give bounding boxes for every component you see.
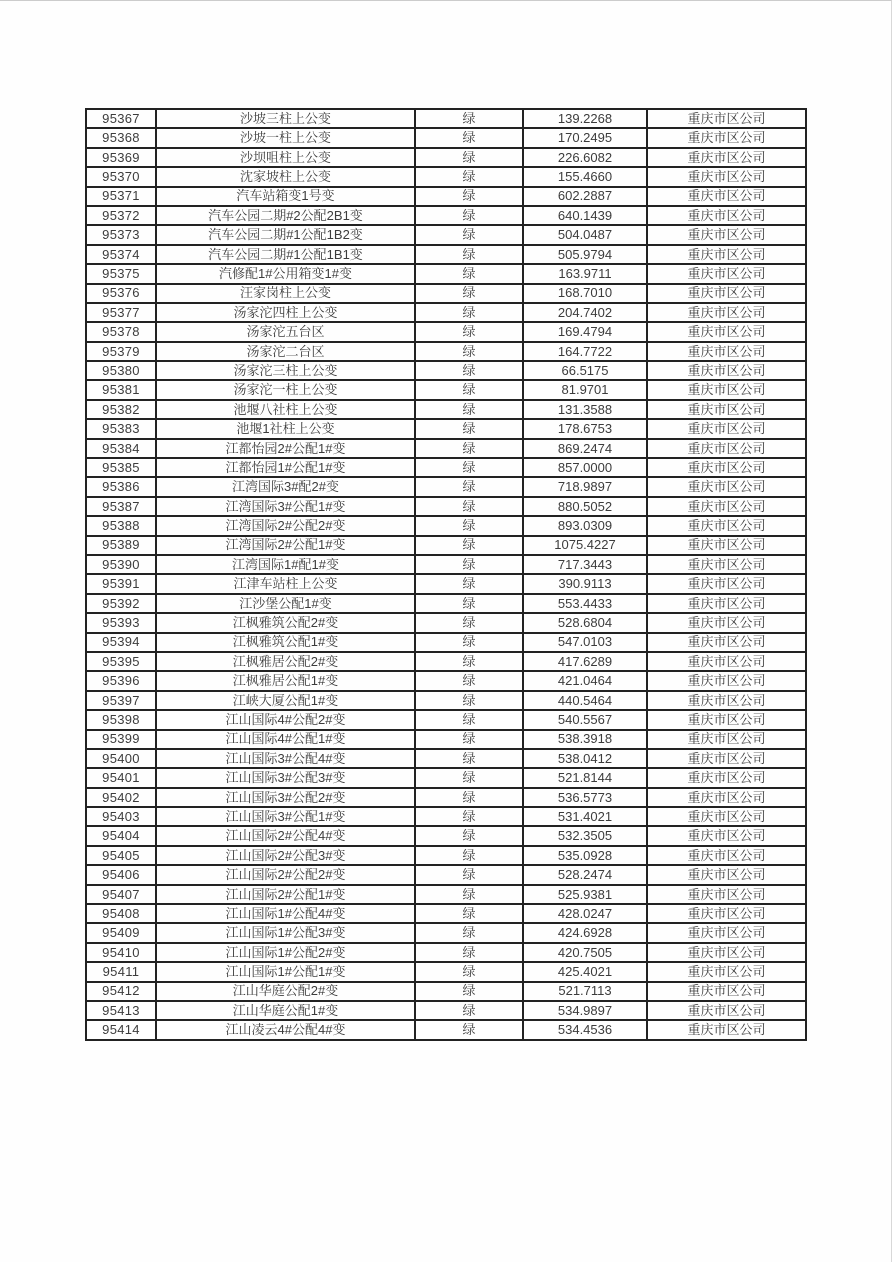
table-row: [86, 264, 806, 283]
company-cell: 重庆市区公司: [647, 555, 806, 574]
name-cell: 江山国际2#公配3#变: [156, 846, 415, 865]
id-cell: 95380: [86, 361, 156, 380]
company-cell: 重庆市区公司: [647, 206, 806, 225]
value-cell: 178.6753: [523, 419, 647, 438]
id-cell: 95373: [86, 225, 156, 244]
value-cell: 505.9794: [523, 245, 647, 264]
status-cell: 绿: [415, 342, 523, 361]
table-row: [86, 574, 806, 593]
status-cell: 绿: [415, 962, 523, 981]
company-cell: 重庆市区公司: [647, 458, 806, 477]
name-cell: 江山国际1#公配3#变: [156, 923, 415, 942]
value-cell: 521.7113: [523, 982, 647, 1001]
value-cell: 535.0928: [523, 846, 647, 865]
value-cell: 131.3588: [523, 400, 647, 419]
name-cell: 江山国际3#公配2#变: [156, 788, 415, 807]
id-cell: 95389: [86, 536, 156, 555]
id-cell: 95388: [86, 516, 156, 535]
id-cell: 95390: [86, 555, 156, 574]
id-cell: 95382: [86, 400, 156, 419]
value-cell: 155.4660: [523, 167, 647, 186]
name-cell: 池堰八社柱上公变: [156, 400, 415, 419]
status-cell: 绿: [415, 982, 523, 1001]
value-cell: 640.1439: [523, 206, 647, 225]
id-cell: 95367: [86, 109, 156, 128]
status-cell: 绿: [415, 361, 523, 380]
id-cell: 95402: [86, 788, 156, 807]
company-cell: 重庆市区公司: [647, 710, 806, 729]
value-cell: 717.3443: [523, 555, 647, 574]
name-cell: 江山国际4#公配1#变: [156, 730, 415, 749]
table-row: [86, 516, 806, 535]
company-cell: 重庆市区公司: [647, 885, 806, 904]
name-cell: 汤家沱五台区: [156, 322, 415, 341]
status-cell: 绿: [415, 865, 523, 884]
company-cell: 重庆市区公司: [647, 400, 806, 419]
name-cell: 沙坡一柱上公变: [156, 128, 415, 147]
company-cell: 重庆市区公司: [647, 749, 806, 768]
status-cell: 绿: [415, 943, 523, 962]
name-cell: 江沙堡公配1#变: [156, 594, 415, 613]
table-row: [86, 497, 806, 516]
name-cell: 江山华庭公配1#变: [156, 1001, 415, 1020]
company-cell: 重庆市区公司: [647, 807, 806, 826]
table-row: [86, 652, 806, 671]
id-cell: 95412: [86, 982, 156, 1001]
status-cell: 绿: [415, 652, 523, 671]
id-cell: 95414: [86, 1020, 156, 1039]
table-row: [86, 225, 806, 244]
table-row: [86, 904, 806, 923]
id-cell: 95406: [86, 865, 156, 884]
company-cell: 重庆市区公司: [647, 962, 806, 981]
value-cell: 226.6082: [523, 148, 647, 167]
id-cell: 95371: [86, 187, 156, 206]
id-cell: 95407: [86, 885, 156, 904]
company-cell: 重庆市区公司: [647, 380, 806, 399]
value-cell: 528.2474: [523, 865, 647, 884]
id-cell: 95369: [86, 148, 156, 167]
company-cell: 重庆市区公司: [647, 361, 806, 380]
company-cell: 重庆市区公司: [647, 730, 806, 749]
id-cell: 95411: [86, 962, 156, 981]
name-cell: 汽车公园二期#1公配1B1变: [156, 245, 415, 264]
company-cell: 重庆市区公司: [647, 516, 806, 535]
status-cell: 绿: [415, 225, 523, 244]
status-cell: 绿: [415, 187, 523, 206]
value-cell: 420.7505: [523, 943, 647, 962]
table-row: [86, 923, 806, 942]
status-cell: 绿: [415, 516, 523, 535]
status-cell: 绿: [415, 458, 523, 477]
value-cell: 540.5567: [523, 710, 647, 729]
status-cell: 绿: [415, 691, 523, 710]
id-cell: 95410: [86, 943, 156, 962]
table-row: [86, 109, 806, 128]
id-cell: 95405: [86, 846, 156, 865]
value-cell: 139.2268: [523, 109, 647, 128]
company-cell: 重庆市区公司: [647, 691, 806, 710]
transformer-table: [85, 108, 807, 1041]
value-cell: 425.4021: [523, 962, 647, 981]
company-cell: 重庆市区公司: [647, 613, 806, 632]
status-cell: 绿: [415, 536, 523, 555]
name-cell: 沈家坡柱上公变: [156, 167, 415, 186]
table-row: [86, 865, 806, 884]
name-cell: 汤家沱四柱上公变: [156, 303, 415, 322]
table-row: [86, 962, 806, 981]
value-cell: 534.9897: [523, 1001, 647, 1020]
name-cell: 沙坝咀柱上公变: [156, 148, 415, 167]
status-cell: 绿: [415, 923, 523, 942]
table-row: [86, 458, 806, 477]
id-cell: 95397: [86, 691, 156, 710]
status-cell: 绿: [415, 439, 523, 458]
id-cell: 95413: [86, 1001, 156, 1020]
name-cell: 江山国际1#公配2#变: [156, 943, 415, 962]
table-row: [86, 691, 806, 710]
value-cell: 534.4536: [523, 1020, 647, 1039]
table-row: [86, 749, 806, 768]
value-cell: 521.8144: [523, 768, 647, 787]
table-row: [86, 613, 806, 632]
name-cell: 江湾国际2#公配2#变: [156, 516, 415, 535]
status-cell: 绿: [415, 555, 523, 574]
status-cell: 绿: [415, 885, 523, 904]
name-cell: 汤家沱一柱上公变: [156, 380, 415, 399]
name-cell: 江山国际1#公配4#变: [156, 904, 415, 923]
status-cell: 绿: [415, 400, 523, 419]
value-cell: 1075.4227: [523, 536, 647, 555]
company-cell: 重庆市区公司: [647, 477, 806, 496]
table-row: [86, 846, 806, 865]
value-cell: 528.6804: [523, 613, 647, 632]
value-cell: 424.6928: [523, 923, 647, 942]
value-cell: 66.5175: [523, 361, 647, 380]
table-row: [86, 303, 806, 322]
table-row: [86, 477, 806, 496]
name-cell: 沙坡三柱上公变: [156, 109, 415, 128]
company-cell: 重庆市区公司: [647, 1020, 806, 1039]
company-cell: 重庆市区公司: [647, 187, 806, 206]
id-cell: 95404: [86, 826, 156, 845]
status-cell: 绿: [415, 477, 523, 496]
value-cell: 718.9897: [523, 477, 647, 496]
name-cell: 江山国际2#公配2#变: [156, 865, 415, 884]
table-row: [86, 807, 806, 826]
status-cell: 绿: [415, 303, 523, 322]
value-cell: 504.0487: [523, 225, 647, 244]
value-cell: 169.4794: [523, 322, 647, 341]
company-cell: 重庆市区公司: [647, 594, 806, 613]
status-cell: 绿: [415, 826, 523, 845]
table-row: [86, 361, 806, 380]
name-cell: 汽车公园二期#2公配2B1变: [156, 206, 415, 225]
status-cell: 绿: [415, 613, 523, 632]
status-cell: 绿: [415, 574, 523, 593]
name-cell: 江湾国际3#公配1#变: [156, 497, 415, 516]
value-cell: 421.0464: [523, 671, 647, 690]
company-cell: 重庆市区公司: [647, 284, 806, 303]
id-cell: 95399: [86, 730, 156, 749]
company-cell: 重庆市区公司: [647, 904, 806, 923]
id-cell: 95408: [86, 904, 156, 923]
name-cell: 汽车公园二期#1公配1B2变: [156, 225, 415, 244]
status-cell: 绿: [415, 671, 523, 690]
name-cell: 江湾国际1#配1#变: [156, 555, 415, 574]
status-cell: 绿: [415, 633, 523, 652]
value-cell: 525.9381: [523, 885, 647, 904]
id-cell: 95385: [86, 458, 156, 477]
company-cell: 重庆市区公司: [647, 574, 806, 593]
name-cell: 江山国际3#公配4#变: [156, 749, 415, 768]
company-cell: 重庆市区公司: [647, 303, 806, 322]
status-cell: 绿: [415, 109, 523, 128]
status-cell: 绿: [415, 594, 523, 613]
id-cell: 95392: [86, 594, 156, 613]
status-cell: 绿: [415, 1020, 523, 1039]
id-cell: 95377: [86, 303, 156, 322]
name-cell: 汽修配1#公用箱变1#变: [156, 264, 415, 283]
id-cell: 95376: [86, 284, 156, 303]
table-row: [86, 768, 806, 787]
value-cell: 164.7722: [523, 342, 647, 361]
table-row: [86, 788, 806, 807]
value-cell: 170.2495: [523, 128, 647, 147]
company-cell: 重庆市区公司: [647, 846, 806, 865]
id-cell: 95409: [86, 923, 156, 942]
name-cell: 江都怡园1#公配1#变: [156, 458, 415, 477]
status-cell: 绿: [415, 284, 523, 303]
id-cell: 95401: [86, 768, 156, 787]
value-cell: 428.0247: [523, 904, 647, 923]
company-cell: 重庆市区公司: [647, 245, 806, 264]
table-row: [86, 594, 806, 613]
name-cell: 汽车站箱变1号变: [156, 187, 415, 206]
table-row: [86, 982, 806, 1001]
company-cell: 重庆市区公司: [647, 826, 806, 845]
table-row: [86, 826, 806, 845]
name-cell: 江山国际1#公配1#变: [156, 962, 415, 981]
table-row: [86, 342, 806, 361]
status-cell: 绿: [415, 264, 523, 283]
name-cell: 江都怡园2#公配1#变: [156, 439, 415, 458]
value-cell: 531.4021: [523, 807, 647, 826]
name-cell: 江湾国际2#公配1#变: [156, 536, 415, 555]
value-cell: 893.0309: [523, 516, 647, 535]
value-cell: 880.5052: [523, 497, 647, 516]
value-cell: 553.4433: [523, 594, 647, 613]
company-cell: 重庆市区公司: [647, 497, 806, 516]
value-cell: 81.9701: [523, 380, 647, 399]
table-row: [86, 536, 806, 555]
company-cell: 重庆市区公司: [647, 652, 806, 671]
table-row: [86, 380, 806, 399]
company-cell: 重庆市区公司: [647, 923, 806, 942]
name-cell: 江津车站柱上公变: [156, 574, 415, 593]
company-cell: 重庆市区公司: [647, 225, 806, 244]
value-cell: 538.3918: [523, 730, 647, 749]
status-cell: 绿: [415, 768, 523, 787]
status-cell: 绿: [415, 1001, 523, 1020]
company-cell: 重庆市区公司: [647, 167, 806, 186]
value-cell: 602.2887: [523, 187, 647, 206]
id-cell: 95383: [86, 419, 156, 438]
value-cell: 390.9113: [523, 574, 647, 593]
name-cell: 汪家岗柱上公变: [156, 284, 415, 303]
value-cell: 547.0103: [523, 633, 647, 652]
company-cell: 重庆市区公司: [647, 439, 806, 458]
status-cell: 绿: [415, 322, 523, 341]
company-cell: 重庆市区公司: [647, 419, 806, 438]
name-cell: 江山国际3#公配3#变: [156, 768, 415, 787]
id-cell: 95384: [86, 439, 156, 458]
name-cell: 江枫雅居公配2#变: [156, 652, 415, 671]
id-cell: 95391: [86, 574, 156, 593]
status-cell: 绿: [415, 710, 523, 729]
table-row: [86, 128, 806, 147]
table-row: [86, 1020, 806, 1039]
table-row: [86, 555, 806, 574]
table-row: [86, 633, 806, 652]
company-cell: 重庆市区公司: [647, 865, 806, 884]
table-row: [86, 671, 806, 690]
name-cell: 江山华庭公配2#变: [156, 982, 415, 1001]
company-cell: 重庆市区公司: [647, 982, 806, 1001]
company-cell: 重庆市区公司: [647, 536, 806, 555]
table-row: [86, 167, 806, 186]
table-row: [86, 419, 806, 438]
id-cell: 95398: [86, 710, 156, 729]
id-cell: 95386: [86, 477, 156, 496]
value-cell: 532.3505: [523, 826, 647, 845]
name-cell: 江山国际3#公配1#变: [156, 807, 415, 826]
status-cell: 绿: [415, 846, 523, 865]
name-cell: 江枫雅筑公配1#变: [156, 633, 415, 652]
id-cell: 95387: [86, 497, 156, 516]
table-row: [86, 710, 806, 729]
table-row: [86, 245, 806, 264]
company-cell: 重庆市区公司: [647, 943, 806, 962]
name-cell: 池堰1社柱上公变: [156, 419, 415, 438]
id-cell: 95379: [86, 342, 156, 361]
value-cell: 168.7010: [523, 284, 647, 303]
id-cell: 95395: [86, 652, 156, 671]
company-cell: 重庆市区公司: [647, 671, 806, 690]
status-cell: 绿: [415, 497, 523, 516]
name-cell: 江峡大厦公配1#变: [156, 691, 415, 710]
id-cell: 95368: [86, 128, 156, 147]
company-cell: 重庆市区公司: [647, 322, 806, 341]
status-cell: 绿: [415, 904, 523, 923]
status-cell: 绿: [415, 148, 523, 167]
value-cell: 857.0000: [523, 458, 647, 477]
id-cell: 95394: [86, 633, 156, 652]
id-cell: 95378: [86, 322, 156, 341]
value-cell: 869.2474: [523, 439, 647, 458]
status-cell: 绿: [415, 788, 523, 807]
name-cell: 江山凌云4#公配4#变: [156, 1020, 415, 1039]
company-cell: 重庆市区公司: [647, 788, 806, 807]
company-cell: 重庆市区公司: [647, 128, 806, 147]
value-cell: 536.5773: [523, 788, 647, 807]
company-cell: 重庆市区公司: [647, 1001, 806, 1020]
table-row: [86, 148, 806, 167]
name-cell: 江山国际2#公配1#变: [156, 885, 415, 904]
table-row: [86, 439, 806, 458]
id-cell: 95403: [86, 807, 156, 826]
table-row: [86, 400, 806, 419]
company-cell: 重庆市区公司: [647, 633, 806, 652]
id-cell: 95374: [86, 245, 156, 264]
table-row: [86, 943, 806, 962]
status-cell: 绿: [415, 749, 523, 768]
id-cell: 95372: [86, 206, 156, 225]
name-cell: 汤家沱三柱上公变: [156, 361, 415, 380]
name-cell: 江山国际2#公配4#变: [156, 826, 415, 845]
status-cell: 绿: [415, 245, 523, 264]
value-cell: 538.0412: [523, 749, 647, 768]
value-cell: 163.9711: [523, 264, 647, 283]
table-row: [86, 730, 806, 749]
id-cell: 95393: [86, 613, 156, 632]
table-row: [86, 322, 806, 341]
company-cell: 重庆市区公司: [647, 264, 806, 283]
status-cell: 绿: [415, 807, 523, 826]
id-cell: 95400: [86, 749, 156, 768]
company-cell: 重庆市区公司: [647, 768, 806, 787]
name-cell: 江湾国际3#配2#变: [156, 477, 415, 496]
company-cell: 重庆市区公司: [647, 109, 806, 128]
table-row: [86, 187, 806, 206]
table-row: [86, 206, 806, 225]
table-body: [86, 109, 806, 1040]
status-cell: 绿: [415, 419, 523, 438]
value-cell: 417.6289: [523, 652, 647, 671]
name-cell: 江山国际4#公配2#变: [156, 710, 415, 729]
name-cell: 江枫雅居公配1#变: [156, 671, 415, 690]
name-cell: 江枫雅筑公配2#变: [156, 613, 415, 632]
name-cell: 汤家沱二台区: [156, 342, 415, 361]
value-cell: 204.7402: [523, 303, 647, 322]
table-row: [86, 885, 806, 904]
table-row: [86, 1001, 806, 1020]
status-cell: 绿: [415, 206, 523, 225]
company-cell: 重庆市区公司: [647, 342, 806, 361]
status-cell: 绿: [415, 380, 523, 399]
table-row: [86, 284, 806, 303]
status-cell: 绿: [415, 128, 523, 147]
id-cell: 95370: [86, 167, 156, 186]
id-cell: 95381: [86, 380, 156, 399]
status-cell: 绿: [415, 730, 523, 749]
id-cell: 95375: [86, 264, 156, 283]
company-cell: 重庆市区公司: [647, 148, 806, 167]
id-cell: 95396: [86, 671, 156, 690]
status-cell: 绿: [415, 167, 523, 186]
value-cell: 440.5464: [523, 691, 647, 710]
